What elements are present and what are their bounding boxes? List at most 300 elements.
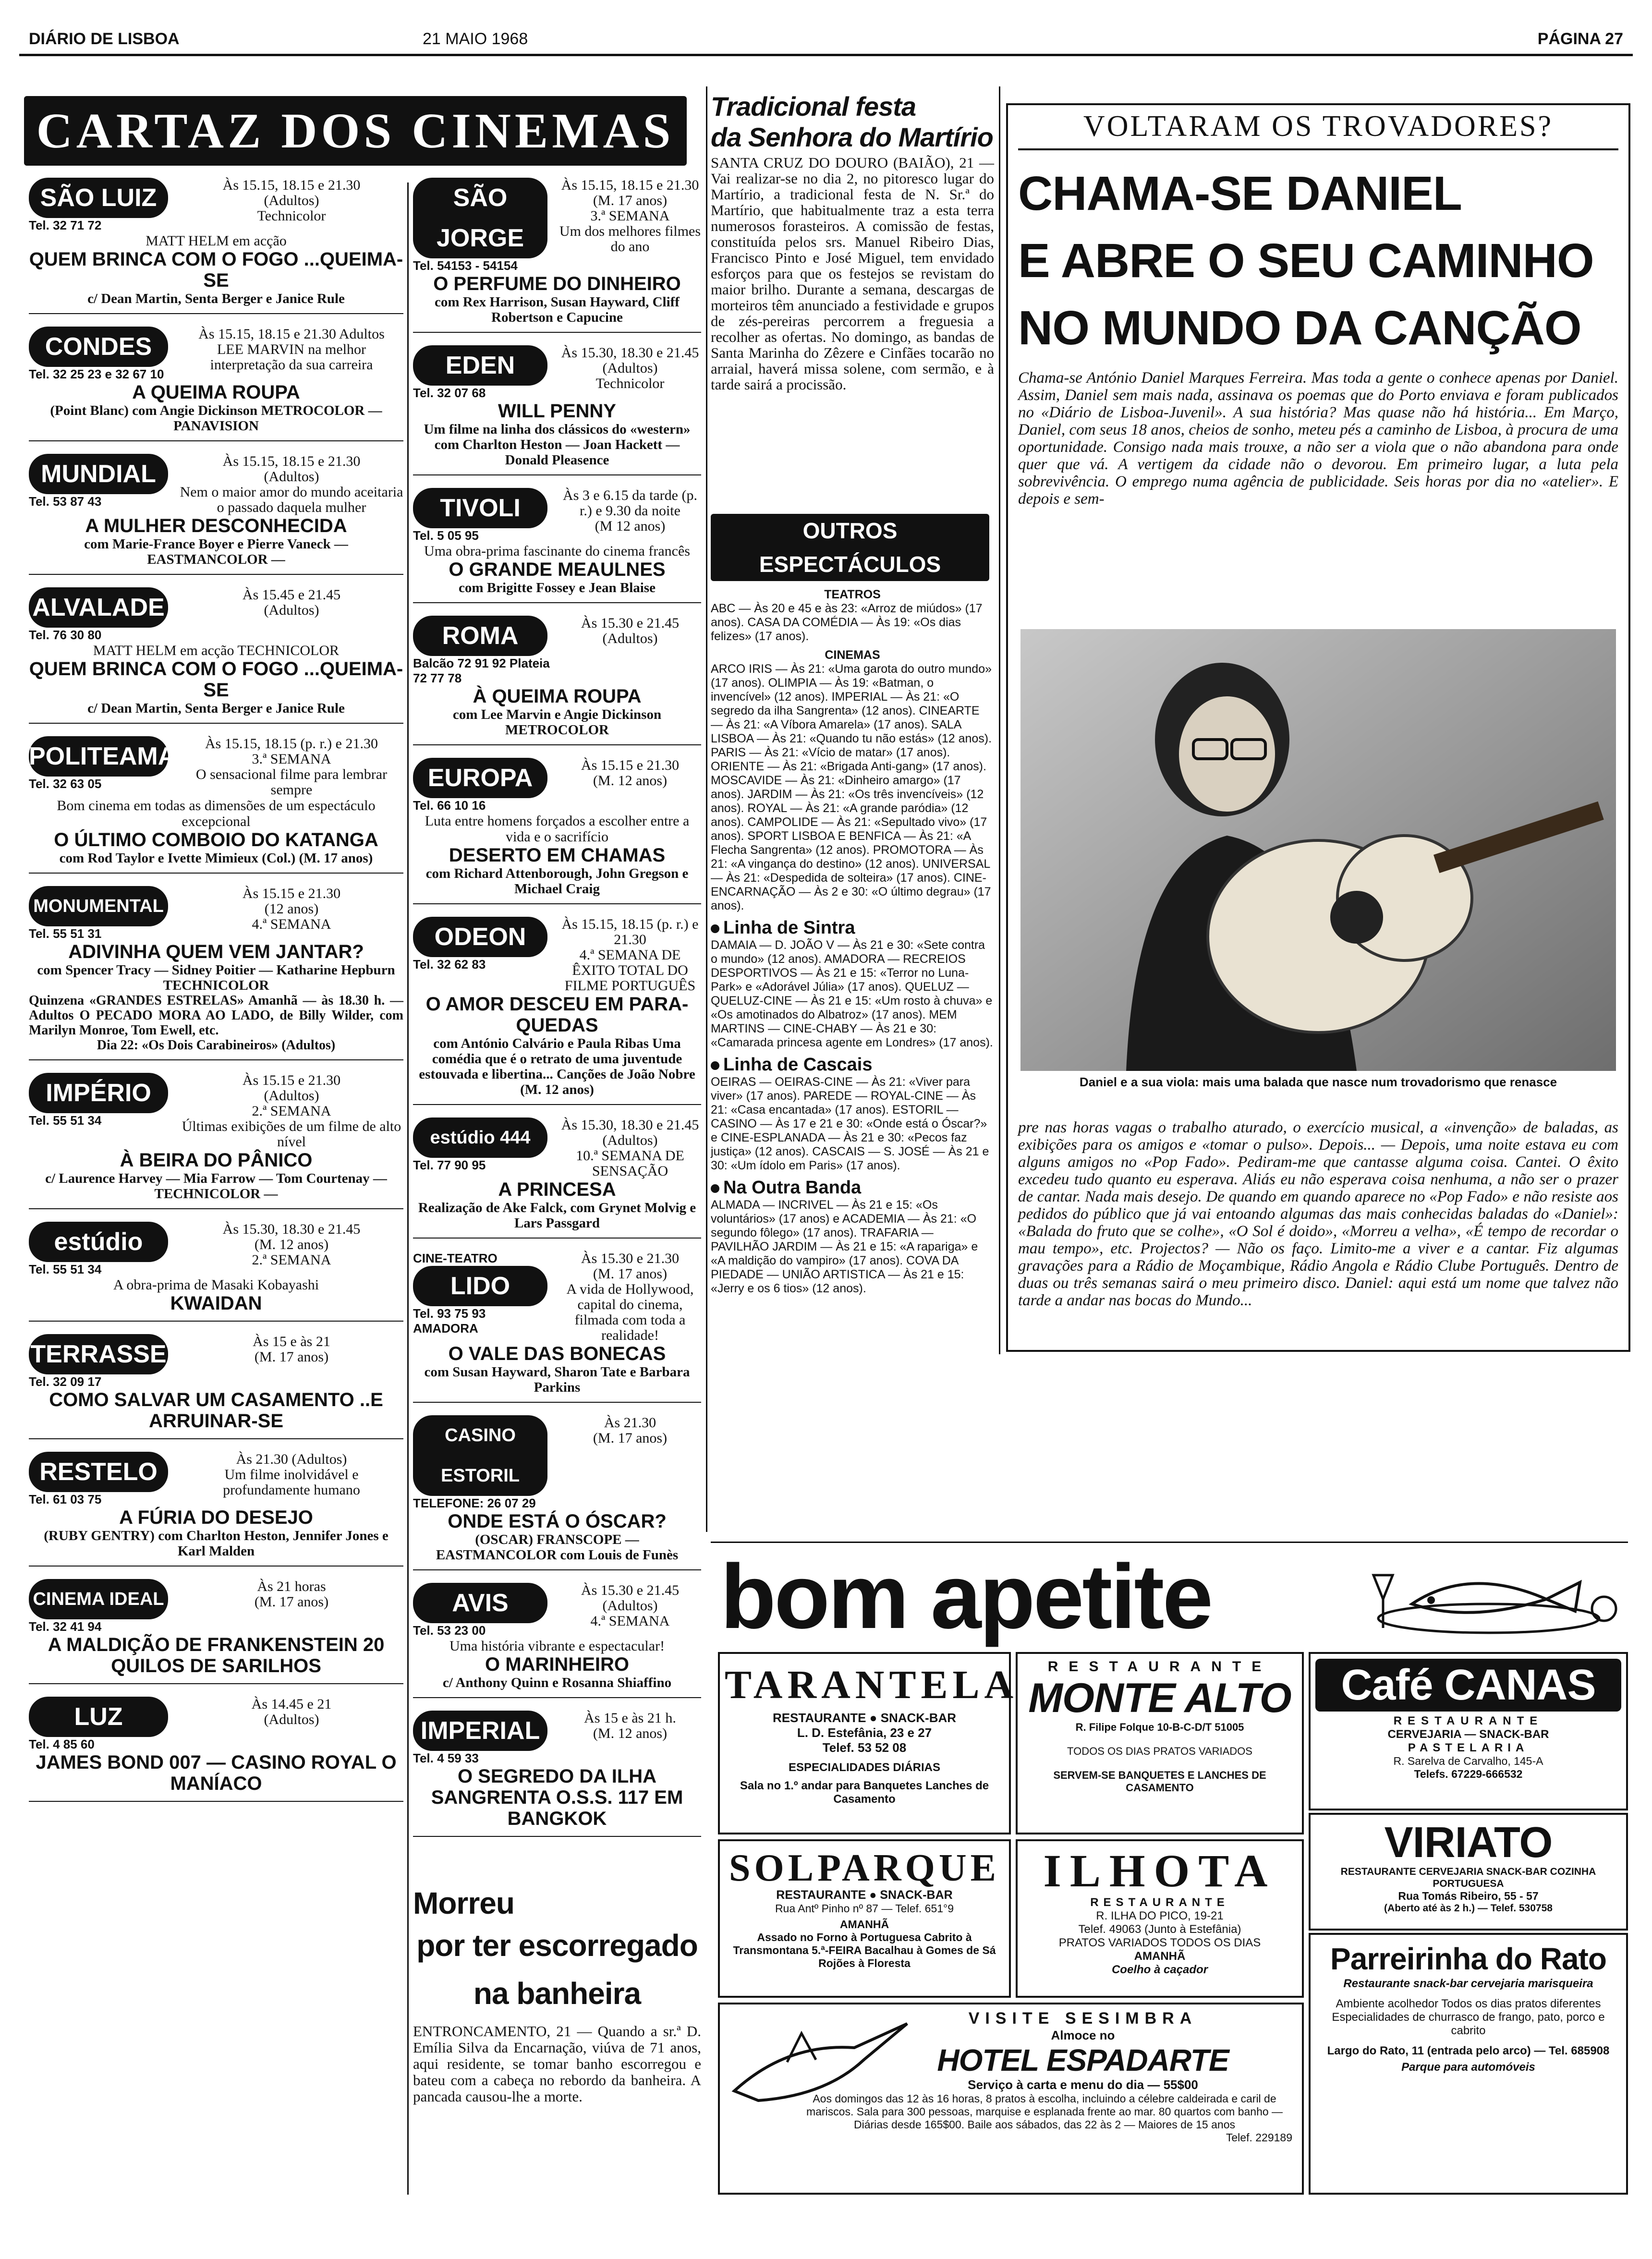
trovadores-kicker: VOLTARAM OS TROVADORES? — [1018, 109, 1618, 150]
espadarte-line3: Aos domingos das 12 às 16 horas, 8 pratos à escolha, incluindo a célebre caldeirada e caril de mariscos. Sala para 300 pessoas, marquise e esplanada frente ao mar. 80 quartos com banho — Diárias desde 165$00. Baile aos sábados, das 22 às 2 — Maiores de 15 anos — [806, 2092, 1283, 2131]
parreirinha-line2: Ambiente acolhedor Todos os dias pratos diferentes Especialidades de churrasco de frango, pato, porco e cabrito — [1332, 1997, 1605, 2037]
cinema-phone: Tel. 32 41 94 — [29, 1619, 102, 1634]
listing-logo-box — [413, 1711, 552, 1766]
cinema-listing-imperial — [413, 1711, 701, 1837]
listing-times: Às 15.15, 18.15 e 21.30 — [561, 177, 699, 193]
listing-rating: (12 anos) — [264, 901, 319, 917]
tarantela-line3: Telef. 53 52 08 — [822, 1740, 907, 1755]
listing-rating: (Adultos) — [264, 1712, 319, 1727]
cinema-logo-luz: LUZ — [29, 1697, 168, 1737]
listing-times: Às 15.45 e 21.45 — [242, 587, 341, 603]
listing-note-2: Dia 22: «Os Dois Carabineiros» (Adultos) — [97, 1038, 336, 1053]
bom-apetite-header: bom apetite — [720, 1546, 1212, 1648]
film-cast: com Brigitte Fossey e Jean Blaise — [459, 580, 656, 595]
tarantela-name: TARANTELA — [725, 1663, 1019, 1707]
listing-rating: (Adultos) — [602, 1132, 658, 1148]
listing-info — [559, 1415, 701, 1511]
ilhota-name: ILHOTA — [1043, 1845, 1276, 1896]
listing-logo-box — [29, 1222, 173, 1277]
cinema-logo-europa: EUROPA — [413, 758, 547, 798]
film-cast: c/ Dean Martin, Senta Berger e Janice Rule — [87, 291, 345, 306]
listing-top — [413, 758, 701, 813]
film-title: O SEGREDO DA ILHA SANGRENTA O.S.S. 117 EM BANGKOK — [431, 1766, 683, 1829]
solparque-line2: Rua Antº Pinho nº 87 — Telef. 651°9 — [775, 1902, 954, 1915]
listing-logo-box — [29, 1452, 173, 1507]
trovadores-headline-1: CHAMA-SE DANIEL — [1018, 167, 1462, 220]
listing-top — [29, 1334, 403, 1389]
listing-logo-box — [29, 1073, 173, 1150]
film-cast: com António Calvário e Paula Ribas Uma comédia que é o retrato de uma juventude estouvada e libertina... Canções de João Nobre (M. 12 anos) — [419, 1036, 695, 1097]
cinema-logo-monumental: MONUMENTAL — [29, 886, 168, 926]
fish-plate-icon — [1354, 1556, 1623, 1638]
cinema-listing-eden — [413, 345, 701, 475]
listing-rating: (M. 17 anos) — [593, 193, 668, 208]
parreirinha-line1: Restaurante snack-bar cervejaria marisqueira — [1343, 1977, 1593, 1990]
listing-info — [559, 178, 701, 273]
film-cast: (Point Blanc) com Angie Dickinson METROCOLOR — PANAVISION — [50, 403, 382, 434]
listing-tagline: MATT HELM em acção — [146, 233, 287, 249]
listing-info — [559, 1117, 701, 1179]
film-cast: c/ Dean Martin, Senta Berger e Janice Rule — [87, 701, 345, 716]
cinema-phone: Tel. 32 71 72 — [29, 218, 102, 232]
listing-tagline: Bom cinema em todas as dimensões de um espectáculo excepcional — [57, 798, 376, 829]
parreirinha-line3: Largo do Rato, 11 (entrada pelo arco) — Tel. 685908 — [1327, 2044, 1610, 2057]
cinema-phone: Tel. 77 90 95 — [413, 1158, 486, 1172]
cinema-phone: Tel. 93 75 93 AMADORA — [413, 1306, 486, 1336]
film-title: DESERTO EM CHAMAS — [449, 845, 666, 866]
banda-heading — [711, 1178, 994, 1198]
swordfish-icon — [729, 2014, 912, 2110]
ilhota-line2: R. ILHA DO PICO, 19-21 — [1096, 1909, 1224, 1922]
cinema-listing-monumental — [29, 886, 403, 1060]
listing-logo-box — [413, 345, 552, 401]
cinema-listing-lido — [413, 1251, 701, 1403]
listing-logo-box — [413, 616, 552, 686]
listing-tagline: Luta entre homens forçados a escolher entre a vida e o sacrifício — [425, 813, 690, 845]
cinema-phone: Tel. 4 85 60 — [29, 1737, 95, 1751]
canas-line2: CERVEJARIA — SNACK-BAR — [1387, 1728, 1549, 1741]
cinemas-list: ARCO IRIS — Às 21: «Uma garota do outro mundo» (17 anos). OLIMPIA — Às 19: «Batman, o invencível» (12 anos). IMPERIAL — Às 21: «O segredo da ilha Sangrenta» (12 anos). CINEARTE — Às 21: «A Víbora Amarela» (17 anos). SALA LISBOA — Às 21: «Quando tu não estás» (12 anos). PARIS — Às 21: «Vício de matar» (17 anos). ORIENTE — Às 21: «Brigada Anti-gang» (17 anos). MOSCAVIDE — Às 21: «Dinheiro amargo» (17 anos). JARDIM — Às 21: «Os três invencíveis» (12 anos). ROYAL — Às 21: «A grande paródia» (12 anos). CAMPOLIDE — Às 21: «Sepultado vivo» (17 anos). SPORT LISBOA E BENFICA — Às 21: «A Flecha Sangrenta» (12 anos). PROMOTORA — Às 21: «A vingança do destino» (12 anos). UNIVERSAL — Às 21: «Despedida de solteira» (17 anos). CINE-ENCARNAÇÃO — Às 2 e 30: «O último degrau» (17 anos). — [711, 662, 992, 912]
cinema-logo-casino-estoril: CASINO ESTORIL — [413, 1415, 547, 1496]
listing-rating: (Adultos) — [264, 469, 319, 485]
film-cast: com Rex Harrison, Susan Hayward, Cliff Robertson e Capucine — [435, 294, 680, 325]
listing-rating: (Adultos) — [602, 1598, 658, 1614]
listing-top — [413, 616, 701, 686]
listing-rating: (M. 17 anos) — [254, 1594, 329, 1610]
film-title: À QUEIMA ROUPA — [473, 686, 642, 707]
listing-tagline: Uma história vibrante e espectacular! — [449, 1638, 665, 1654]
listing-top — [29, 1697, 403, 1752]
listing-rating: (M. 17 anos) — [593, 1266, 668, 1282]
tarantela-line1: RESTAURANTE ● SNACK-BAR — [772, 1711, 957, 1725]
listing-times: Às 21.30 (Adultos) — [236, 1451, 347, 1467]
cinema-logo-mundial: MUNDIAL — [29, 454, 168, 494]
trovadores-intro: Chama-se António Daniel Marques Ferreira. Mas toda a gente o conhece apenas por Daniel. Assim, Daniel sem mais nada, assinava os poemas que do Porto enviava e foram publicados no «Diário de Lisboa-Juvenil». A sua história? Mas quase não há história... Em Março, Daniel, com seus 18 anos, cheios de sonho, meteu pés a caminho de Lisboa, à procura de uma oportunidade. Consigo nada mais trouxe, a não ser a viola que o não abandona para onde quer que vá. A vertigem da cidade não o devorou. Em primeiro lugar, a luta pela sobrevivência. O emprego numa agência de publicidade. Seis horas por dia no «atelier». E depois e sem- — [1018, 369, 1618, 508]
cinema-logo-sao-jorge: SÃO JORGE — [413, 178, 547, 258]
listing-rating: (Adultos) — [264, 193, 319, 208]
listing-logo-box — [413, 758, 552, 813]
solparque-line4: Assado no Forno à Portuguesa Cabrito à Transmontana 5.ª-FEIRA Bacalhau à Gomes de Sá Rojões à Floresta — [733, 1931, 996, 1969]
cinema-phone: Tel. 53 87 43 — [29, 494, 102, 509]
film-title: A MALDIÇÃO DE FRANKENSTEIN 20 QUILOS DE SARILHOS — [48, 1634, 385, 1676]
cinema-listing-luz — [29, 1697, 403, 1802]
listing-top — [413, 178, 701, 273]
film-title: A QUEIMA ROUPA — [132, 382, 300, 403]
listing-top — [29, 454, 403, 515]
listing-info — [180, 1579, 403, 1634]
film-cast: com Rod Taylor e Ivette Mimieux (Col.) (M. 17 anos) — [59, 850, 373, 866]
cinema-listing-cinema-ideal — [29, 1579, 403, 1684]
listing-top — [413, 1117, 701, 1179]
cinema-listing-estudio — [29, 1222, 403, 1322]
listing-top — [29, 736, 403, 798]
ad-ilhota — [1016, 1839, 1304, 1998]
listing-extra: O sensacional filme para lembrar sempre — [195, 766, 388, 798]
listing-logo-box — [29, 454, 173, 515]
banda-heading-text: Na Outra Banda — [723, 1178, 862, 1198]
banda-list: ALMADA — INCRIVEL — Às 21 e 15: «Os voluntários» (17 anos) e ACADEMIA — Às 21: «O segundo fôlego» (17 anos). TRAFARIA — PAVILHÃO JARDIM — Às 21 e 15: «A rapariga» e «A maldição do vampiro» (17 anos). COVA DA PIEDADE — UNIÃO ARTISTICA — Às 21 e 15: «Jerry e os 6 tios» (12 anos). — [711, 1198, 978, 1295]
montealto-line3: SERVEM-SE BANQUETES E LANCHES DE CASAMENTO — [1053, 1769, 1266, 1794]
film-title: O AMOR DESCEU EM PARA-QUEDAS — [425, 994, 689, 1036]
cinema-logo-odeon: ODEON — [413, 917, 547, 957]
film-cast: com Lee Marvin e Angie Dickinson METROCOLOR — [452, 707, 662, 738]
listing-info — [180, 1334, 403, 1389]
cinema-listing-europa — [413, 758, 701, 904]
trovadores-headline-3: NO MUNDO DA CANÇÃO — [1018, 301, 1581, 355]
divider-col3 — [999, 86, 1000, 1354]
espadarte-name: HOTEL ESPADARTE — [937, 2043, 1229, 2077]
masthead-rule — [19, 54, 1633, 56]
morreu-headline-1: Morreu — [413, 1886, 514, 1920]
film-title: O VALE DAS BONECAS — [448, 1343, 666, 1364]
trovadores-body: pre nas horas vagas o trabalho aturado, o exercício musical, a «invenção» de baladas, as exibições para os amigos e «tomar o pulso». Depois... — Depois, uma noite estava eu com alguns amigos no «Pop Fado». Pediram-me que cantasse alguma coisa. Cantei. O êxito excedeu tudo quanto eu esperava. Aliás eu não esperava coisa nenhuma, a não ser o prazer de cantar. Nada mais desejo. De quando em quando aparece no «Pop Fado» e não resiste aos pedidos do público que já vai entoando algumas das mais conhecidas baladas do «Daniel»: «Balada do fruto que se colhe», «O Sol é doido», «Morreu a velha», «É tempo de recordar o mau tempo», etc. Projectos? — Não os faço. Limito-me a viver e a cantar. Fiz algumas gravações para a Rádio de Moçambique, Rádio Angola e Rádio Clube Português. Dentro de duas ou três semanas sairá o meu primeiro disco. Daniel: aqui está um nome que talvez não tarde a andar nas bocas do Mundo... — [1018, 1119, 1618, 1309]
divider-col1 — [407, 182, 409, 2195]
listing-logo-box — [29, 327, 173, 382]
festa-article — [711, 91, 994, 392]
daniel-photo-caption: Daniel e a sua viola: mais uma balada que nasce num trovadorismo que renasce — [1079, 1075, 1557, 1089]
cinemas-heading: CINEMAS — [825, 648, 880, 662]
listing-times: Às 15.15, 18.15 e 21.30 — [222, 453, 361, 469]
cinema-phone: Tel. 66 10 16 — [413, 798, 486, 813]
listing-top — [413, 1415, 701, 1511]
cascais-heading — [711, 1055, 994, 1075]
cinema-logo-restelo: RESTELO — [29, 1452, 168, 1492]
teatros-heading: TEATROS — [824, 588, 881, 601]
film-title: WILL PENNY — [498, 401, 616, 422]
listing-logo-box — [413, 1117, 552, 1179]
listing-rating: (Adultos) — [602, 360, 658, 376]
film-title: QUEM BRINCA COM O FOGO ...QUEIMA-SE — [29, 658, 403, 701]
film-cast: (OSCAR) FRANSCOPE — EASTMANCOLOR com Louis de Funès — [436, 1532, 679, 1563]
cinema-listing-condes — [29, 327, 403, 441]
listing-logo-box — [413, 1415, 552, 1511]
listing-rating: (Adultos) — [264, 1088, 319, 1104]
morreu-headline-3: na banheira — [473, 1976, 641, 2011]
espadarte-line4: Telef. 229189 — [1226, 2131, 1292, 2144]
listing-logo-box — [29, 1579, 173, 1634]
cinema-phone: Tel. 53 23 00 — [413, 1623, 486, 1638]
cinema-listing-tivoli — [413, 488, 701, 603]
canas-line4: R. Sarelva de Carvalho, 145-A — [1393, 1755, 1543, 1767]
morreu-body: ENTRONCAMENTO, 21 — Quando a sr.ª D. Emília Silva da Encarnação, viúva de 71 anos, aqui residente, se tomar banho escorregou e bateu com a cabeça no rebordo da banheira. A pancada causou-lhe a morte. — [413, 2023, 701, 2105]
listing-times: Às 15.30 e 21.30 — [581, 1251, 680, 1266]
listing-info — [180, 587, 403, 643]
cinema-listing-sao-luiz — [29, 178, 403, 314]
film-title: A MULHER DESCONHECIDA — [85, 515, 347, 536]
ad-cafe-canas — [1309, 1652, 1628, 1810]
listing-info — [559, 917, 701, 994]
listing-times: Às 15.30, 18.30 e 21.45 — [222, 1221, 361, 1237]
listing-top — [413, 1251, 701, 1343]
cinema-logo-tivoli: TIVOLI — [413, 488, 547, 528]
listing-week: 4.ª SEMANA — [252, 916, 331, 932]
cinema-logo-estudio: estúdio — [29, 1222, 168, 1262]
ilhota-line4: PRATOS VARIADOS TODOS OS DIAS — [1058, 1936, 1261, 1949]
cinema-phone: Tel. 61 03 75 — [29, 1492, 102, 1506]
ad-solparque — [718, 1839, 1011, 1998]
film-cast: (RUBY GENTRY) com Charlton Heston, Jennifer Jones e Karl Malden — [44, 1528, 389, 1559]
film-title: A FÚRIA DO DESEJO — [119, 1507, 313, 1528]
listing-rating: (M 12 anos) — [595, 518, 666, 534]
cinema-logo-alvalade: ALVALADE — [29, 587, 168, 628]
cinema-phone: Tel. 55 51 31 — [29, 926, 102, 941]
listing-info — [559, 1251, 701, 1343]
ads-top-rule — [711, 1542, 1628, 1543]
cinema-column-1 — [29, 178, 403, 1814]
listing-logo-box — [413, 488, 552, 543]
listing-logo-box — [413, 1251, 552, 1343]
morreu-headline-2: por ter escorregado — [416, 1928, 698, 1963]
montealto-name: MONTE ALTO — [1028, 1675, 1291, 1721]
listing-logo-box — [29, 886, 173, 941]
listing-week: 10.ª SEMANA DE SENSAÇÃO — [576, 1148, 684, 1179]
listing-times: Às 15 e às 21 h. — [584, 1710, 676, 1726]
listing-top — [413, 1711, 701, 1766]
film-cast: com Richard Attenborough, John Gregson e Michael Craig — [425, 866, 689, 897]
listing-rating: (M. 12 anos) — [593, 773, 668, 789]
listing-top — [29, 1579, 403, 1634]
teatros-list: ABC — Às 20 e 45 e às 23: «Arroz de miúdos» (17 anos). CASA DA COMÉDIA — Às 19: «Os dias felizes» (17 anos). — [711, 602, 983, 643]
film-title: O ÚLTIMO COMBOIO DO KATANGA — [54, 829, 378, 850]
listing-info — [559, 758, 701, 813]
film-title: JAMES BOND 007 — CASINO ROYAL O MANÍACO — [36, 1752, 397, 1794]
canas-name: Café CANAS — [1315, 1659, 1621, 1712]
listing-logo-box — [29, 1334, 173, 1389]
listing-times: Às 15.15 e 21.30 — [242, 886, 341, 901]
listing-rating: (Adultos) — [602, 631, 658, 646]
film-cast: com Marie-France Boyer e Pierre Vaneck — EASTMANCOLOR — — [84, 536, 348, 567]
bullet-icon — [711, 1061, 719, 1070]
cinema-logo-imperial: IMPERIAL — [413, 1711, 547, 1751]
listing-info — [180, 1697, 403, 1752]
listing-info — [180, 1073, 403, 1150]
ilhota-line1: RESTAURANTE — [1090, 1896, 1229, 1909]
cinema-listing-restelo — [29, 1452, 403, 1567]
listing-times: Às 14.45 e 21 — [251, 1696, 332, 1712]
canas-line3: PASTELARIA — [1408, 1741, 1529, 1754]
film-title: À BEIRA DO PÂNICO — [120, 1150, 313, 1171]
cinema-logo-roma: ROMA — [413, 616, 547, 656]
sintra-heading-text: Linha de Sintra — [723, 918, 855, 938]
film-title: O GRANDE MEAULNES — [449, 559, 666, 580]
film-title: O MARINHEIRO — [485, 1654, 629, 1675]
listing-rating: (M. 17 anos) — [593, 1430, 668, 1446]
listing-info — [559, 345, 701, 401]
listing-top — [29, 886, 403, 941]
listing-top — [413, 488, 701, 543]
listing-logo-box — [29, 1697, 173, 1752]
cinema-phone: Tel. 4 59 33 — [413, 1751, 479, 1765]
film-cast: Um filme na linha dos clássicos do «western» com Charlton Heston — Joan Hackett — Donald Pleasence — [424, 422, 691, 468]
cinema-listing-alvalade — [29, 587, 403, 724]
cinema-listing-odeon — [413, 917, 701, 1105]
listing-logo-box — [413, 917, 552, 994]
listing-times: Às 15.30, 18.30 e 21.45 — [561, 1117, 699, 1133]
cinema-listing-politeama — [29, 736, 403, 874]
guitar-player-image — [1020, 629, 1616, 1071]
listing-times: Às 21.30 — [604, 1415, 656, 1431]
parreirinha-name: Parreirinha do Rato — [1330, 1942, 1606, 1976]
morreu-article — [413, 1885, 701, 2105]
cinema-logo-imperio: IMPÉRIO — [29, 1073, 168, 1113]
viriato-line2: Rua Tomás Ribeiro, 55 - 57 — [1398, 1890, 1539, 1902]
listing-info — [559, 1583, 701, 1638]
listing-top — [29, 178, 403, 233]
ad-monte-alto — [1016, 1652, 1304, 1834]
cinema-logo-avis: AVIS — [413, 1583, 547, 1623]
listing-times: Às 15.15, 18.15 e 21.30 Adultos — [198, 326, 385, 342]
ilhota-line3: Telef. 49063 (Junto à Estefânia) — [1078, 1923, 1241, 1936]
listing-times: Às 15.30, 18.30 e 21.45 — [561, 345, 699, 361]
cinema-logo-sao-luiz: SÃO LUIZ — [29, 178, 168, 218]
listing-logo-box — [29, 178, 173, 233]
cinema-listing-avis — [413, 1583, 701, 1698]
listing-extra: LEE MARVIN na melhor interpretação da sua carreira — [210, 341, 373, 373]
listing-info — [180, 1222, 403, 1277]
montealto-label: RESTAURANTE — [1047, 1659, 1272, 1675]
cinema-listing-roma — [413, 616, 701, 745]
listing-info — [180, 454, 403, 515]
cinema-phone: TELEFONE: 26 07 29 — [413, 1496, 536, 1510]
cinema-logo-politeama: POLITEAMA — [29, 736, 168, 777]
listing-rating: (M. 17 anos) — [254, 1349, 329, 1365]
cinema-phone: Tel. 32 07 68 — [413, 386, 486, 400]
film-cast: com Spencer Tracy — Sidney Poitier — Katharine Hepburn TECHNICOLOR — [37, 962, 395, 993]
cinema-logo-estudio-444: estúdio 444 — [413, 1117, 547, 1158]
espadarte-line0: VISITE SESIMBRA — [968, 2009, 1198, 2028]
listing-info — [180, 178, 403, 233]
cinema-listing-casino-estoril — [413, 1415, 701, 1570]
listing-rating: (M. 12 anos) — [254, 1237, 329, 1252]
ad-hotel-espadarte — [718, 2003, 1304, 2195]
listing-top — [29, 1222, 403, 1277]
ad-tarantela — [718, 1652, 1019, 1834]
ad-viriato — [1309, 1813, 1628, 1931]
film-cast: com Susan Hayward, Sharon Tate e Barbara Parkins — [424, 1364, 690, 1395]
listing-extra: A vida de Hollywood, capital do cinema, filmada com toda a realidade! — [566, 1281, 694, 1343]
cinema-phone: Tel. 54153 - 54154 — [413, 258, 518, 273]
cinema-logo-eden: EDEN — [413, 345, 547, 386]
listing-week: 2.ª SEMANA — [252, 1103, 331, 1119]
solparque-line1: RESTAURANTE ● SNACK-BAR — [776, 1888, 953, 1902]
masthead-paper: DIÁRIO DE LISBOA — [29, 30, 180, 48]
film-cast: c/ Laurence Harvey — Mia Farrow — Tom Courtenay — TECHNICOLOR — — [45, 1171, 387, 1202]
cinema-listing-imperio — [29, 1073, 403, 1209]
listing-top — [413, 917, 701, 994]
listing-week: 2.ª SEMANA — [252, 1252, 331, 1268]
canas-line5: Telefs. 67229-666532 — [1414, 1768, 1523, 1780]
listing-extra: Um filme inolvidável e profundamente humano — [223, 1467, 360, 1498]
tarantela-line5: Sala no 1.º andar para Banquetes Lanches de Casamento — [740, 1779, 989, 1806]
divider-col2 — [706, 86, 707, 1532]
trovadores-article — [1018, 109, 1618, 508]
espadarte-line1: Almoce no — [1051, 2028, 1115, 2042]
canas-line1: RESTAURANTE — [1393, 1714, 1543, 1727]
cinema-label: CINE-TEATRO — [413, 1251, 498, 1265]
listing-week: 4.ª SEMANA — [590, 1613, 670, 1629]
listing-format: Technicolor — [257, 208, 326, 224]
daniel-photo — [1020, 629, 1616, 1071]
cinema-logo-lido: LIDO — [413, 1266, 547, 1306]
listing-logo-box — [413, 1583, 552, 1638]
listing-top — [29, 1452, 403, 1507]
bullet-icon — [711, 924, 719, 933]
cinema-listing-terrasse — [29, 1334, 403, 1439]
listing-logo-box — [413, 178, 552, 273]
tarantela-line2: L. D. Estefânia, 23 e 27 — [797, 1725, 932, 1740]
bullet-icon — [711, 1184, 719, 1193]
listing-times: Às 15.15, 18.15 (p. r.) e 21.30 — [205, 736, 378, 752]
cinema-phone: Tel. 5 05 95 — [413, 528, 479, 543]
cinema-phone: Tel. 32 62 83 — [413, 957, 486, 972]
listing-times: Às 15.15, 18.15 e 21.30 — [222, 177, 361, 193]
film-title: QUEM BRINCA COM O FOGO ...QUEIMA-SE — [29, 249, 403, 291]
cinema-column-2 — [413, 178, 701, 1849]
montealto-line2: TODOS OS DIAS PRATOS VARIADOS — [1067, 1745, 1252, 1757]
food-illustration — [1354, 1556, 1623, 1638]
listing-times: Às 3 e 6.15 da tarde (p. r.) e 9.30 da noite — [563, 487, 697, 519]
festa-headline-2: da Senhora do Martírio — [711, 122, 993, 152]
listing-top — [413, 345, 701, 401]
film-title: ADIVINHA QUEM VEM JANTAR? — [68, 941, 364, 962]
sintra-heading — [711, 918, 994, 938]
film-cast: Realização de Ake Falck, com Grynet Molvig e Lars Passgard — [418, 1200, 696, 1231]
ilhota-line5: AMANHÃ — [1134, 1950, 1186, 1963]
espadarte-line2: Serviço à carta e menu do dia — 55$00 — [968, 2077, 1198, 2092]
listing-top — [29, 587, 403, 643]
listing-times: Às 21 horas — [257, 1579, 326, 1594]
listing-week: 3.ª SEMANA — [252, 751, 331, 767]
listing-times: Às 15.15, 18.15 (p. r.) e 21.30 — [561, 916, 699, 947]
listing-top — [413, 1583, 701, 1638]
tarantela-line4: ESPECIALIDADES DIÁRIAS — [788, 1761, 941, 1774]
cinema-logo-condes: CONDES — [29, 327, 168, 367]
listing-info — [559, 1711, 701, 1766]
listing-tagline: Uma obra-prima fascinante do cinema francês — [424, 543, 690, 559]
cinema-phone: Tel. 32 25 23 e 32 67 10 — [29, 367, 164, 381]
cinema-phone: Tel. 32 63 05 — [29, 777, 102, 791]
cinema-listing-mundial — [29, 454, 403, 575]
viriato-line3: (Aberto até às 2 h.) — Telef. 530758 — [1384, 1903, 1553, 1914]
cinemas-banner: CARTAZ DOS CINEMAS — [24, 96, 687, 166]
solparque-line3: AMANHÃ — [839, 1918, 889, 1931]
cinema-phone: Balcão 72 91 92 Plateia 72 77 78 — [413, 656, 550, 685]
film-cast: c/ Anthony Quinn e Rosanna Shiaffino — [442, 1675, 672, 1690]
cinema-logo-cinema-ideal: CINEMA IDEAL — [29, 1579, 168, 1619]
listing-format: Technicolor — [595, 376, 665, 391]
cinema-phone: Tel. 76 30 80 — [29, 628, 102, 642]
cinema-logo-terrasse: TERRASSE — [29, 1334, 168, 1374]
